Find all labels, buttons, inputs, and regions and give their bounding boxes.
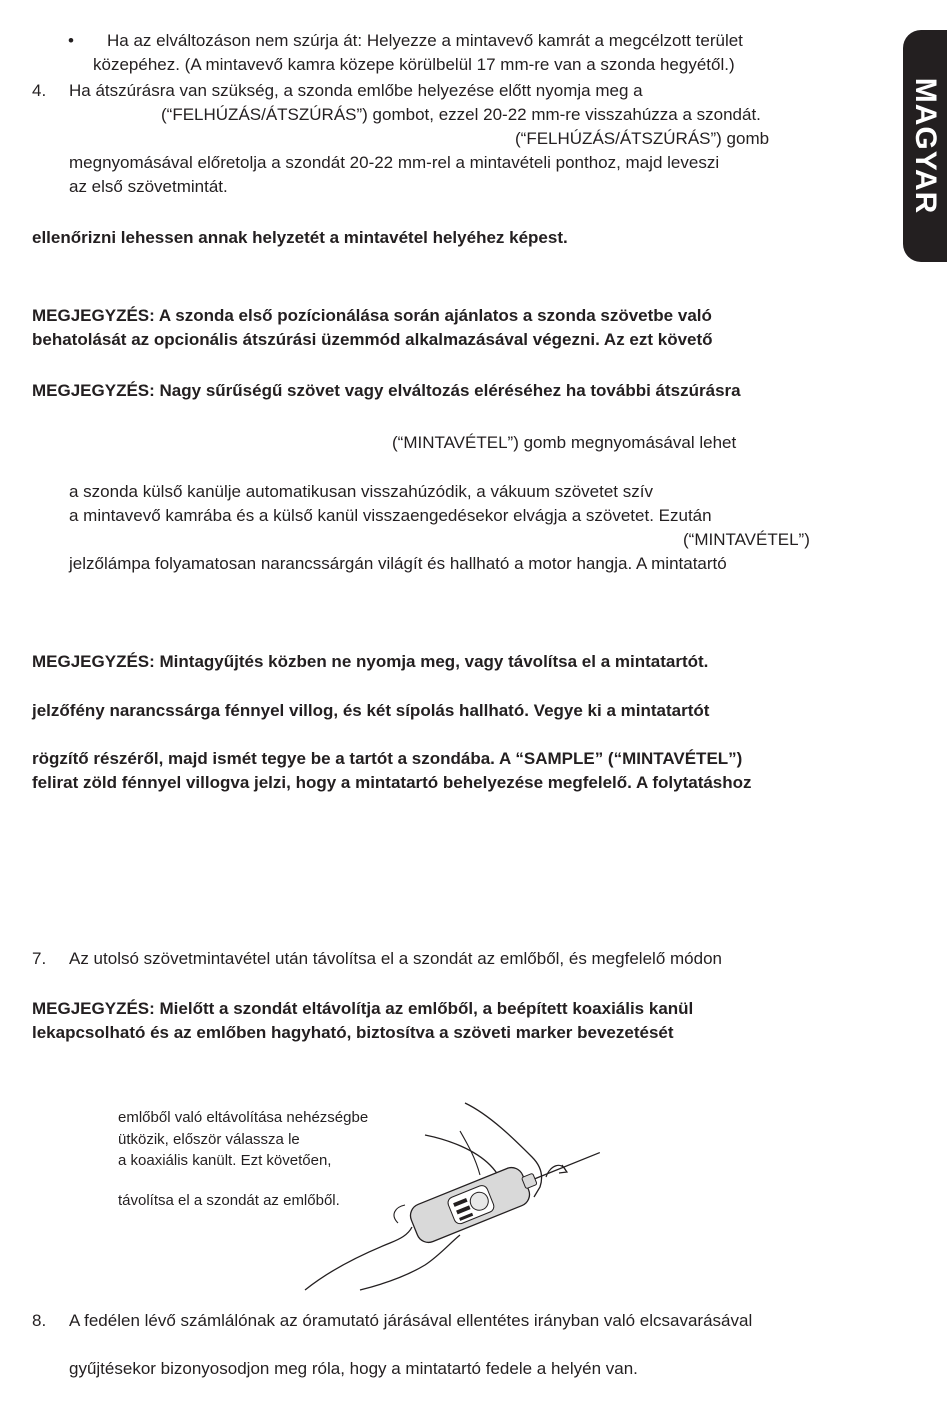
note-line: behatolását az opcionális átszúrási üzemmód alkalmazásával végezni. Az ezt követő <box>32 330 713 349</box>
language-tab <box>903 30 947 262</box>
text-line: jelzőlámpa folyamatosan narancssárgán világít és hallható a motor hangja. A mintatartó <box>69 554 727 573</box>
bold-text-line: ellenőrizni lehessen annak helyzetét a mintavétel helyéhez képest. <box>32 228 568 247</box>
bold-text-line: rögzítő részéről, majd ismét tegye be a tartót a szondába. A “SAMPLE” (“MINTAVÉTEL”) <box>32 749 743 768</box>
figure-caption-line: a koaxiális kanült. Ezt követően, <box>118 1152 332 1169</box>
note-line: MEGJEGYZÉS: Mintagyűjtés közben ne nyomja meg, vagy távolítsa el a mintatartót. <box>32 652 709 671</box>
probe-removal-illustration <box>300 1095 620 1295</box>
text-line: az első szövetmintát. <box>69 177 228 196</box>
text-line: gyűjtésekor bizonyosodjon meg róla, hogy a mintatartó fedele a helyén van. <box>69 1359 638 1378</box>
text-line: Ha átszúrásra van szükség, a szonda emlőbe helyezése előtt nyomja meg a <box>69 81 643 100</box>
step-number: 8. <box>32 1311 47 1330</box>
lower-hand-outline <box>305 1227 412 1290</box>
text-line: (“FELHÚZÁS/ÁTSZÚRÁS”) gombot, ezzel 20-22 mm-re visszahúzza a szondát. <box>161 105 761 124</box>
text-line: megnyomásával előretolja a szondát 20-22 mm-rel a mintavételi ponthoz, majd leveszi <box>69 153 720 172</box>
note-line: MEGJEGYZÉS: A szonda első pozícionálása során ajánlatos a szonda szövetbe való <box>32 306 712 325</box>
bullet-marker: • <box>68 31 74 50</box>
probe-device <box>407 1134 607 1246</box>
text-line: a szonda külső kanülje automatikusan visszahúzódik, a vákuum szövetet szív <box>69 482 653 501</box>
text-line: A fedélen lévő számlálónak az óramutató járásával ellentétes irányban való elcsavarásával <box>69 1311 753 1330</box>
bold-text-line: felirat zöld fénnyel villogva jelzi, hogy a mintatartó behelyezése megfelelő. A folytatáshoz <box>32 773 752 792</box>
figure-caption-line: távolítsa el a szondát az emlőből. <box>118 1192 340 1209</box>
probe-needle <box>535 1153 600 1179</box>
bold-text-line: jelzőfény narancssárga fénnyel villog, és két sípolás hallható. Vegye ki a mintatartót <box>32 701 710 720</box>
text-line: Az utolsó szövetmintavétel után távolítsa el a szondát az emlőből, és megfelelő módon <box>69 949 722 968</box>
step-number: 4. <box>32 81 47 100</box>
text-line: a mintavevő kamrába és a külső kanül visszaengedésekor elvágja a szövetet. Ezután <box>69 506 712 525</box>
step-number: 7. <box>32 949 47 968</box>
figure-caption-line: ütközik, először válassza le <box>118 1131 300 1148</box>
figure-caption-line: emlőből való eltávolítása nehézségbe <box>118 1109 369 1126</box>
text-line: (“MINTAVÉTEL”) gomb megnyomásával lehet <box>392 433 737 452</box>
note-line: MEGJEGYZÉS: Nagy sűrűségű szövet vagy elváltozás eléréséhez ha további átszúrásra <box>32 381 741 400</box>
text-line: (“MINTAVÉTEL”) <box>683 530 810 549</box>
note-line: MEGJEGYZÉS: Mielőtt a szondát eltávolítja az emlőből, a beépített koaxiális kanül <box>32 999 694 1018</box>
text-line: Ha az elváltozáson nem szúrja át: Helyezze a mintavevő kamrát a megcélzott terület <box>107 31 743 50</box>
note-line: lekapcsolható és az emlőben hagyható, biztosítva a szöveti marker bevezetését <box>32 1023 674 1042</box>
text-line: (“FELHÚZÁS/ÁTSZÚRÁS”) gomb <box>515 129 770 148</box>
language-tab-label: MAGYAR <box>909 77 942 215</box>
text-line: közepéhez. (A mintavevő kamra közepe körülbelül 17 mm-re van a szonda hegyétől.) <box>93 55 735 74</box>
